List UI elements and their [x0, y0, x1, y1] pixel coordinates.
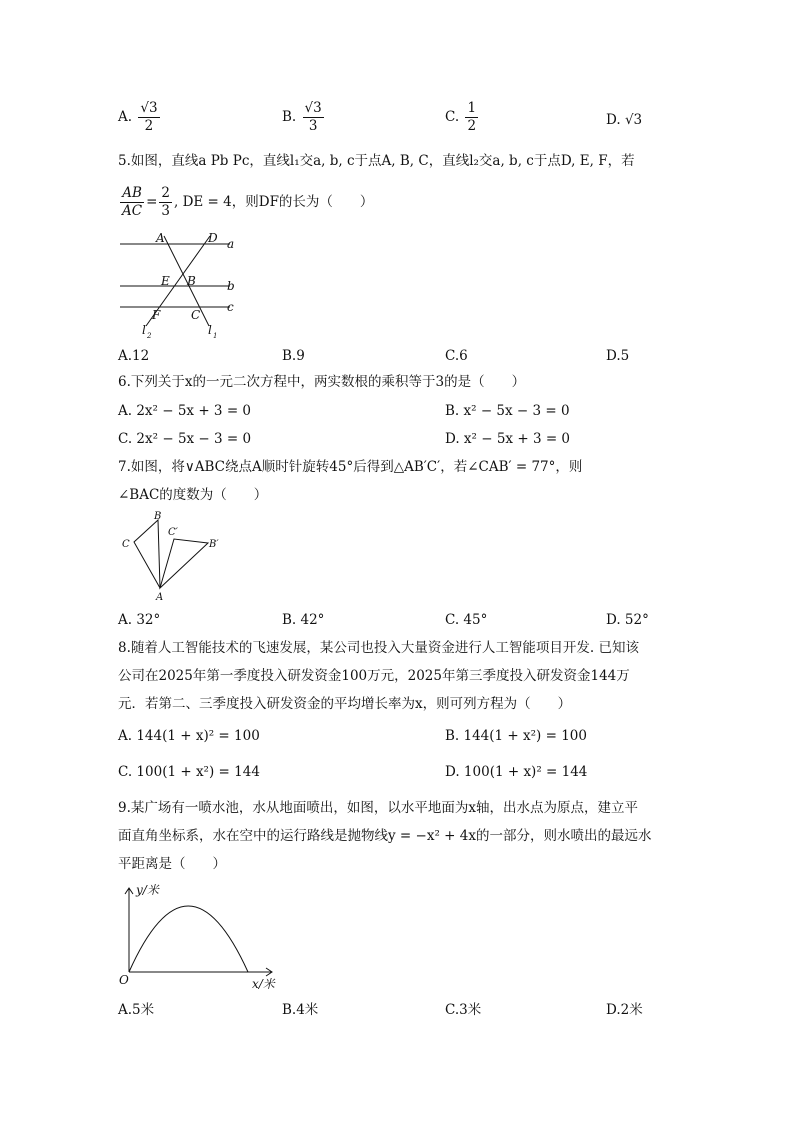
q7-stem-line2: ∠BAC的度数为（ ） [118, 487, 268, 503]
q6-option-c[interactable]: C. 2x² − 5x − 3 = 0 [118, 431, 252, 447]
q7-option-d[interactable]: D. 52° [606, 612, 649, 628]
svg-text:C′: C′ [168, 527, 178, 538]
q8-option-c[interactable]: C. 100(1 + x²) = 144 [118, 764, 260, 780]
fraction-ab-ac: $\frac{AB}{AC}$ [122, 185, 143, 219]
q4-option-d[interactable]: D. √3 [606, 112, 643, 128]
svg-text:a: a [227, 237, 235, 251]
q7-stem-line1: 7.如图，将∨ABC绕点A顺时针旋转45°后得到△AB′C′，若∠CAB′ = 77°，则 [118, 459, 583, 475]
svg-text:D: D [208, 231, 218, 245]
q8-stem-line1: 8.随着人工智能技术的飞速发展，某公司也投入大量资金进行人工智能项目开发. 已知该 [118, 640, 639, 656]
svg-text:c: c [227, 300, 234, 314]
svg-text:y/米: y/米 [136, 883, 159, 897]
q7-option-a[interactable]: A. 32° [118, 612, 161, 628]
svg-text:1: 1 [213, 332, 218, 340]
q6-option-a[interactable]: A. 2x² − 5x + 3 = 0 [118, 403, 252, 419]
q4-option-b[interactable]: B. $\frac{√3}{3}$ [282, 100, 322, 134]
q9-stem-line1: 9.某广场有一喷水池，水从地面喷出，如图，以水平地面为x轴，出水点为原点，建立平 [118, 800, 638, 816]
fraction: $\frac{√3}{3}$ [304, 100, 322, 134]
parabola-curve [129, 906, 248, 972]
svg-text:A: A [156, 592, 164, 603]
q9-stem-line3: 平距离是（ ） [118, 856, 226, 872]
svg-text:E: E [161, 274, 170, 288]
q4-option-a[interactable]: A. $\frac{√3}{2}$ [118, 100, 158, 134]
svg-text:B′: B′ [209, 539, 219, 550]
svg-text:B: B [187, 274, 196, 288]
svg-text:2: 2 [147, 332, 152, 340]
fraction: $\frac{√3}{2}$ [140, 100, 158, 134]
fraction: $\frac{1}{2}$ [467, 100, 477, 134]
q5-stem-line2: $\frac{AB}{AC}$ = $\frac{2}{3}$ , DE = 4，则DF的长为（ ） [122, 185, 374, 219]
svg-text:B: B [154, 511, 162, 522]
q9-stem-line2: 面直角坐标系，水在空中的运行路线是抛物线y = −x² + 4x的一部分，则水喷出的最远水 [118, 828, 652, 844]
q7-option-c[interactable]: C. 45° [445, 612, 488, 628]
q8-stem-line3: 元．若第二、三季度投入研发资金的平均增长率为x，则可列方程为（ ） [118, 696, 572, 712]
svg-text:l: l [208, 323, 212, 337]
q6-option-d[interactable]: D. x² − 5x + 3 = 0 [445, 431, 571, 447]
svg-text:C: C [191, 308, 201, 322]
q9-figure [112, 880, 287, 995]
svg-text:C: C [122, 539, 130, 550]
triangle-ab-prime-c-prime [160, 539, 208, 588]
q9-option-b[interactable]: B.4米 [282, 1002, 319, 1018]
q4-option-c[interactable]: C. $\frac{1}{2}$ [445, 100, 477, 134]
svg-text:A: A [156, 231, 165, 245]
q8-stem-line2: 公司在2025年第一季度投入研发资金100万元，2025年第三季度投入研发资金144万 [118, 668, 630, 684]
svg-text:x/米: x/米 [252, 977, 275, 991]
q8-option-b[interactable]: B. 144(1 + x²) = 100 [445, 728, 587, 744]
q9-option-d[interactable]: D.2米 [606, 1002, 643, 1018]
svg-text:b: b [227, 279, 235, 293]
q6-option-b[interactable]: B. x² − 5x − 3 = 0 [445, 403, 570, 419]
q5-option-b[interactable]: B.9 [282, 348, 305, 364]
svg-text:l: l [142, 323, 146, 337]
q5-option-d[interactable]: D.5 [606, 348, 630, 364]
q8-option-d[interactable]: D. 100(1 + x)² = 144 [445, 764, 588, 780]
q6-stem: 6.下列关于x的一元二次方程中，两实数根的乘积等于3的是（ ） [118, 374, 526, 390]
q5-stem-line1: 5.如图，直线a Pb Pc，直线l₁交a, b, c于点A, B, C，直线l₂交a, b, c于点D, E, F，若 [118, 153, 635, 169]
svg-text:O: O [119, 973, 129, 987]
q9-option-a[interactable]: A.5米 [118, 1002, 155, 1018]
q9-option-c[interactable]: C.3米 [445, 1002, 482, 1018]
svg-text:F: F [152, 308, 161, 322]
q8-option-a[interactable]: A. 144(1 + x)² = 100 [118, 728, 260, 744]
q7-figure [115, 510, 230, 605]
q5-option-a[interactable]: A.12 [118, 348, 150, 364]
q7-option-b[interactable]: B. 42° [282, 612, 325, 628]
q5-figure [112, 228, 252, 340]
triangle-abc [134, 520, 160, 588]
q5-option-c[interactable]: C.6 [445, 348, 468, 364]
fraction-two-thirds: $\frac{2}{3}$ [161, 185, 170, 219]
